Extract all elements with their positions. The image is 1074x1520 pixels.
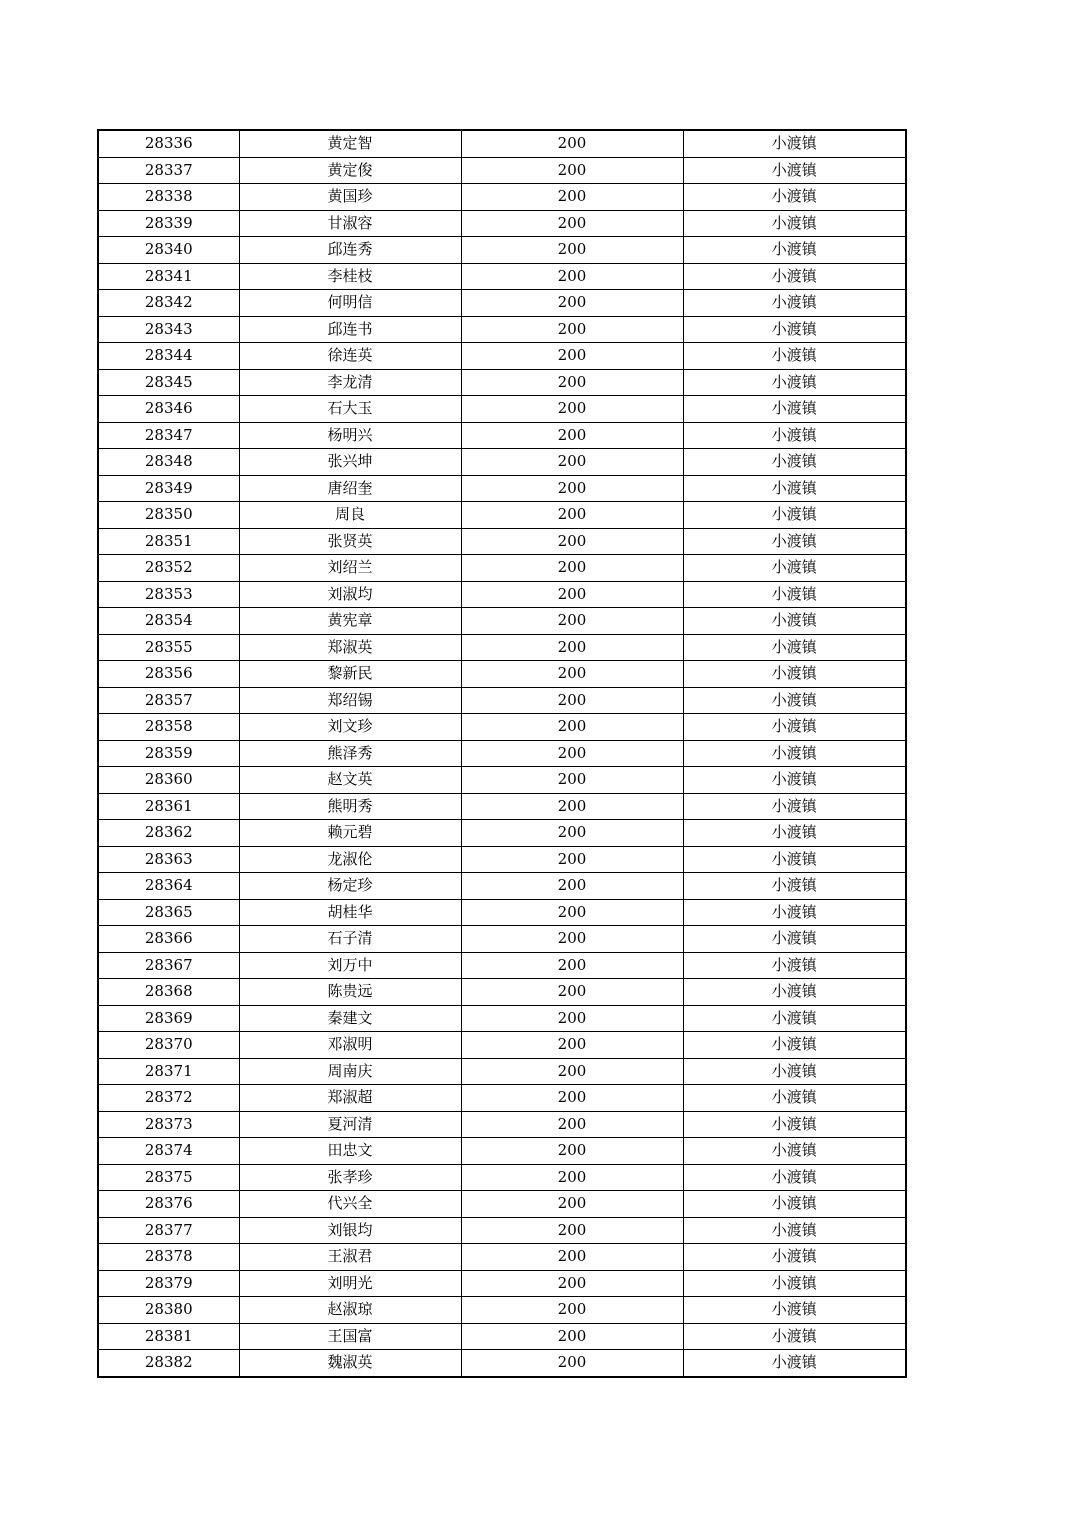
row-id-cell: 28341: [98, 263, 239, 290]
row-amount-cell: 200: [461, 184, 683, 211]
row-id-cell: 28378: [98, 1244, 239, 1271]
row-amount-cell: 200: [461, 1111, 683, 1138]
row-amount-cell: 200: [461, 793, 683, 820]
table-row: [98, 1005, 906, 1032]
row-amount-cell: 200: [461, 528, 683, 555]
row-amount-cell: 200: [461, 422, 683, 449]
row-town-cell: 小渡镇: [683, 475, 906, 502]
row-name-cell: 李桂枝: [239, 263, 461, 290]
row-town-cell: 小渡镇: [683, 502, 906, 529]
table-row: [98, 502, 906, 529]
row-amount-cell: 200: [461, 290, 683, 317]
row-name-cell: 陈贵远: [239, 979, 461, 1006]
row-id-cell: 28357: [98, 687, 239, 714]
table-row: [98, 1217, 906, 1244]
row-id-cell: 28370: [98, 1032, 239, 1059]
row-name-cell: 杨明兴: [239, 422, 461, 449]
table-row: [98, 369, 906, 396]
row-amount-cell: 200: [461, 343, 683, 370]
row-id-cell: 28354: [98, 608, 239, 635]
row-amount-cell: 200: [461, 634, 683, 661]
table-row: [98, 1244, 906, 1271]
row-amount-cell: 200: [461, 237, 683, 264]
table-row: [98, 952, 906, 979]
row-town-cell: 小渡镇: [683, 449, 906, 476]
row-town-cell: 小渡镇: [683, 1111, 906, 1138]
row-amount-cell: 200: [461, 661, 683, 688]
table-row: [98, 1270, 906, 1297]
row-amount-cell: 200: [461, 608, 683, 635]
row-town-cell: 小渡镇: [683, 1244, 906, 1271]
row-amount-cell: 200: [461, 1191, 683, 1218]
table-row: [98, 581, 906, 608]
row-name-cell: 邱连书: [239, 316, 461, 343]
row-id-cell: 28345: [98, 369, 239, 396]
row-town-cell: 小渡镇: [683, 820, 906, 847]
row-amount-cell: 200: [461, 952, 683, 979]
row-amount-cell: 200: [461, 1323, 683, 1350]
row-name-cell: 黎新民: [239, 661, 461, 688]
table-row: [98, 1297, 906, 1324]
row-name-cell: 甘淑容: [239, 210, 461, 237]
row-name-cell: 黄定俊: [239, 157, 461, 184]
table-row: [98, 1058, 906, 1085]
row-amount-cell: 200: [461, 846, 683, 873]
row-town-cell: 小渡镇: [683, 1191, 906, 1218]
table-row: [98, 263, 906, 290]
row-amount-cell: 200: [461, 1005, 683, 1032]
row-name-cell: 石大玉: [239, 396, 461, 423]
row-id-cell: 28374: [98, 1138, 239, 1165]
row-name-cell: 熊明秀: [239, 793, 461, 820]
row-name-cell: 王淑君: [239, 1244, 461, 1271]
row-amount-cell: 200: [461, 1350, 683, 1377]
row-town-cell: 小渡镇: [683, 396, 906, 423]
row-town-cell: 小渡镇: [683, 1217, 906, 1244]
row-amount-cell: 200: [461, 1058, 683, 1085]
row-town-cell: 小渡镇: [683, 290, 906, 317]
row-amount-cell: 200: [461, 396, 683, 423]
table-row: [98, 661, 906, 688]
table-row: [98, 926, 906, 953]
row-town-cell: 小渡镇: [683, 263, 906, 290]
table-row: [98, 316, 906, 343]
table-row: [98, 979, 906, 1006]
row-town-cell: 小渡镇: [683, 1297, 906, 1324]
row-town-cell: 小渡镇: [683, 846, 906, 873]
table-row: [98, 687, 906, 714]
row-town-cell: 小渡镇: [683, 316, 906, 343]
table-row: [98, 1138, 906, 1165]
row-name-cell: 刘文珍: [239, 714, 461, 741]
table-row: [98, 449, 906, 476]
row-name-cell: 何明信: [239, 290, 461, 317]
row-amount-cell: 200: [461, 1297, 683, 1324]
row-amount-cell: 200: [461, 130, 683, 157]
row-id-cell: 28369: [98, 1005, 239, 1032]
row-id-cell: 28338: [98, 184, 239, 211]
row-town-cell: 小渡镇: [683, 1058, 906, 1085]
row-town-cell: 小渡镇: [683, 184, 906, 211]
table-row: [98, 899, 906, 926]
row-amount-cell: 200: [461, 820, 683, 847]
row-id-cell: 28375: [98, 1164, 239, 1191]
row-town-cell: 小渡镇: [683, 608, 906, 635]
row-name-cell: 刘绍兰: [239, 555, 461, 582]
row-name-cell: 赵文英: [239, 767, 461, 794]
row-id-cell: 28368: [98, 979, 239, 1006]
table-row: [98, 1164, 906, 1191]
row-id-cell: 28350: [98, 502, 239, 529]
row-name-cell: 周良: [239, 502, 461, 529]
row-amount-cell: 200: [461, 263, 683, 290]
table-row: [98, 820, 906, 847]
row-id-cell: 28346: [98, 396, 239, 423]
row-name-cell: 夏河清: [239, 1111, 461, 1138]
row-amount-cell: 200: [461, 1217, 683, 1244]
row-town-cell: 小渡镇: [683, 237, 906, 264]
row-town-cell: 小渡镇: [683, 1164, 906, 1191]
table-row: [98, 767, 906, 794]
row-id-cell: 28377: [98, 1217, 239, 1244]
row-town-cell: 小渡镇: [683, 1323, 906, 1350]
row-name-cell: 张兴坤: [239, 449, 461, 476]
row-amount-cell: 200: [461, 1085, 683, 1112]
row-id-cell: 28347: [98, 422, 239, 449]
row-name-cell: 赵淑琼: [239, 1297, 461, 1324]
row-name-cell: 周南庆: [239, 1058, 461, 1085]
row-town-cell: 小渡镇: [683, 210, 906, 237]
row-amount-cell: 200: [461, 502, 683, 529]
row-id-cell: 28337: [98, 157, 239, 184]
row-name-cell: 刘淑均: [239, 581, 461, 608]
row-amount-cell: 200: [461, 581, 683, 608]
row-name-cell: 黄国珍: [239, 184, 461, 211]
row-name-cell: 秦建文: [239, 1005, 461, 1032]
row-name-cell: 邱连秀: [239, 237, 461, 264]
row-amount-cell: 200: [461, 873, 683, 900]
row-amount-cell: 200: [461, 316, 683, 343]
row-name-cell: 刘万中: [239, 952, 461, 979]
row-id-cell: 28380: [98, 1297, 239, 1324]
row-amount-cell: 200: [461, 157, 683, 184]
row-amount-cell: 200: [461, 369, 683, 396]
row-id-cell: 28343: [98, 316, 239, 343]
table-row: [98, 608, 906, 635]
row-id-cell: 28367: [98, 952, 239, 979]
row-town-cell: 小渡镇: [683, 581, 906, 608]
row-id-cell: 28373: [98, 1111, 239, 1138]
table-row: [98, 290, 906, 317]
row-id-cell: 28348: [98, 449, 239, 476]
row-name-cell: 王国富: [239, 1323, 461, 1350]
row-name-cell: 刘银均: [239, 1217, 461, 1244]
row-amount-cell: 200: [461, 926, 683, 953]
row-name-cell: 代兴全: [239, 1191, 461, 1218]
row-amount-cell: 200: [461, 979, 683, 1006]
row-amount-cell: 200: [461, 210, 683, 237]
row-name-cell: 郑淑英: [239, 634, 461, 661]
row-id-cell: 28353: [98, 581, 239, 608]
table-body: [98, 130, 906, 1377]
row-town-cell: 小渡镇: [683, 1350, 906, 1377]
row-amount-cell: 200: [461, 555, 683, 582]
row-name-cell: 张贤英: [239, 528, 461, 555]
row-amount-cell: 200: [461, 1244, 683, 1271]
row-town-cell: 小渡镇: [683, 926, 906, 953]
row-town-cell: 小渡镇: [683, 1138, 906, 1165]
table-row: [98, 422, 906, 449]
data-table: [97, 129, 907, 1378]
row-id-cell: 28336: [98, 130, 239, 157]
row-name-cell: 赖元碧: [239, 820, 461, 847]
table-row: [98, 475, 906, 502]
row-amount-cell: 200: [461, 767, 683, 794]
row-name-cell: 邓淑明: [239, 1032, 461, 1059]
row-id-cell: 28382: [98, 1350, 239, 1377]
row-town-cell: 小渡镇: [683, 979, 906, 1006]
row-id-cell: 28340: [98, 237, 239, 264]
row-id-cell: 28344: [98, 343, 239, 370]
row-id-cell: 28381: [98, 1323, 239, 1350]
row-id-cell: 28371: [98, 1058, 239, 1085]
row-name-cell: 魏淑英: [239, 1350, 461, 1377]
table-row: [98, 184, 906, 211]
row-name-cell: 杨定珍: [239, 873, 461, 900]
row-id-cell: 28366: [98, 926, 239, 953]
table-row: [98, 528, 906, 555]
row-id-cell: 28364: [98, 873, 239, 900]
row-town-cell: 小渡镇: [683, 687, 906, 714]
row-amount-cell: 200: [461, 714, 683, 741]
row-id-cell: 28365: [98, 899, 239, 926]
row-amount-cell: 200: [461, 449, 683, 476]
row-id-cell: 28359: [98, 740, 239, 767]
row-name-cell: 胡桂华: [239, 899, 461, 926]
row-amount-cell: 200: [461, 1032, 683, 1059]
row-town-cell: 小渡镇: [683, 634, 906, 661]
row-name-cell: 龙淑伦: [239, 846, 461, 873]
row-name-cell: 刘明光: [239, 1270, 461, 1297]
row-name-cell: 张孝珍: [239, 1164, 461, 1191]
row-town-cell: 小渡镇: [683, 952, 906, 979]
table-row: [98, 130, 906, 157]
table-row: [98, 396, 906, 423]
table-row: [98, 555, 906, 582]
row-town-cell: 小渡镇: [683, 1032, 906, 1059]
row-amount-cell: 200: [461, 740, 683, 767]
row-town-cell: 小渡镇: [683, 157, 906, 184]
row-town-cell: 小渡镇: [683, 793, 906, 820]
row-name-cell: 唐绍奎: [239, 475, 461, 502]
row-town-cell: 小渡镇: [683, 740, 906, 767]
row-name-cell: 黄宪章: [239, 608, 461, 635]
table-row: [98, 1032, 906, 1059]
row-town-cell: 小渡镇: [683, 343, 906, 370]
row-town-cell: 小渡镇: [683, 899, 906, 926]
table-row: [98, 343, 906, 370]
row-id-cell: 28379: [98, 1270, 239, 1297]
row-town-cell: 小渡镇: [683, 369, 906, 396]
row-amount-cell: 200: [461, 899, 683, 926]
table-row: [98, 1111, 906, 1138]
row-id-cell: 28361: [98, 793, 239, 820]
table-row: [98, 873, 906, 900]
row-amount-cell: 200: [461, 1138, 683, 1165]
table-row: [98, 846, 906, 873]
table-row: [98, 1323, 906, 1350]
row-id-cell: 28349: [98, 475, 239, 502]
row-town-cell: 小渡镇: [683, 661, 906, 688]
table-row: [98, 634, 906, 661]
row-town-cell: 小渡镇: [683, 873, 906, 900]
row-town-cell: 小渡镇: [683, 1085, 906, 1112]
table-row: [98, 740, 906, 767]
row-id-cell: 28362: [98, 820, 239, 847]
row-id-cell: 28376: [98, 1191, 239, 1218]
row-amount-cell: 200: [461, 475, 683, 502]
table-row: [98, 210, 906, 237]
row-id-cell: 28352: [98, 555, 239, 582]
row-name-cell: 李龙清: [239, 369, 461, 396]
row-name-cell: 石子清: [239, 926, 461, 953]
table-row: [98, 237, 906, 264]
row-id-cell: 28372: [98, 1085, 239, 1112]
row-town-cell: 小渡镇: [683, 422, 906, 449]
table-row: [98, 1350, 906, 1377]
row-name-cell: 熊泽秀: [239, 740, 461, 767]
row-name-cell: 黄定智: [239, 130, 461, 157]
table-row: [98, 157, 906, 184]
document-page: [97, 129, 905, 1378]
table-row: [98, 1191, 906, 1218]
row-id-cell: 28363: [98, 846, 239, 873]
row-town-cell: 小渡镇: [683, 555, 906, 582]
row-id-cell: 28358: [98, 714, 239, 741]
row-id-cell: 28351: [98, 528, 239, 555]
table-row: [98, 1085, 906, 1112]
row-town-cell: 小渡镇: [683, 130, 906, 157]
row-name-cell: 徐连英: [239, 343, 461, 370]
row-id-cell: 28342: [98, 290, 239, 317]
row-town-cell: 小渡镇: [683, 1005, 906, 1032]
row-amount-cell: 200: [461, 1164, 683, 1191]
row-town-cell: 小渡镇: [683, 767, 906, 794]
row-id-cell: 28339: [98, 210, 239, 237]
row-id-cell: 28355: [98, 634, 239, 661]
row-name-cell: 田忠文: [239, 1138, 461, 1165]
row-id-cell: 28360: [98, 767, 239, 794]
row-amount-cell: 200: [461, 1270, 683, 1297]
table-row: [98, 793, 906, 820]
row-town-cell: 小渡镇: [683, 1270, 906, 1297]
row-amount-cell: 200: [461, 687, 683, 714]
row-name-cell: 郑绍锡: [239, 687, 461, 714]
row-name-cell: 郑淑超: [239, 1085, 461, 1112]
table-row: [98, 714, 906, 741]
row-town-cell: 小渡镇: [683, 528, 906, 555]
row-id-cell: 28356: [98, 661, 239, 688]
row-town-cell: 小渡镇: [683, 714, 906, 741]
